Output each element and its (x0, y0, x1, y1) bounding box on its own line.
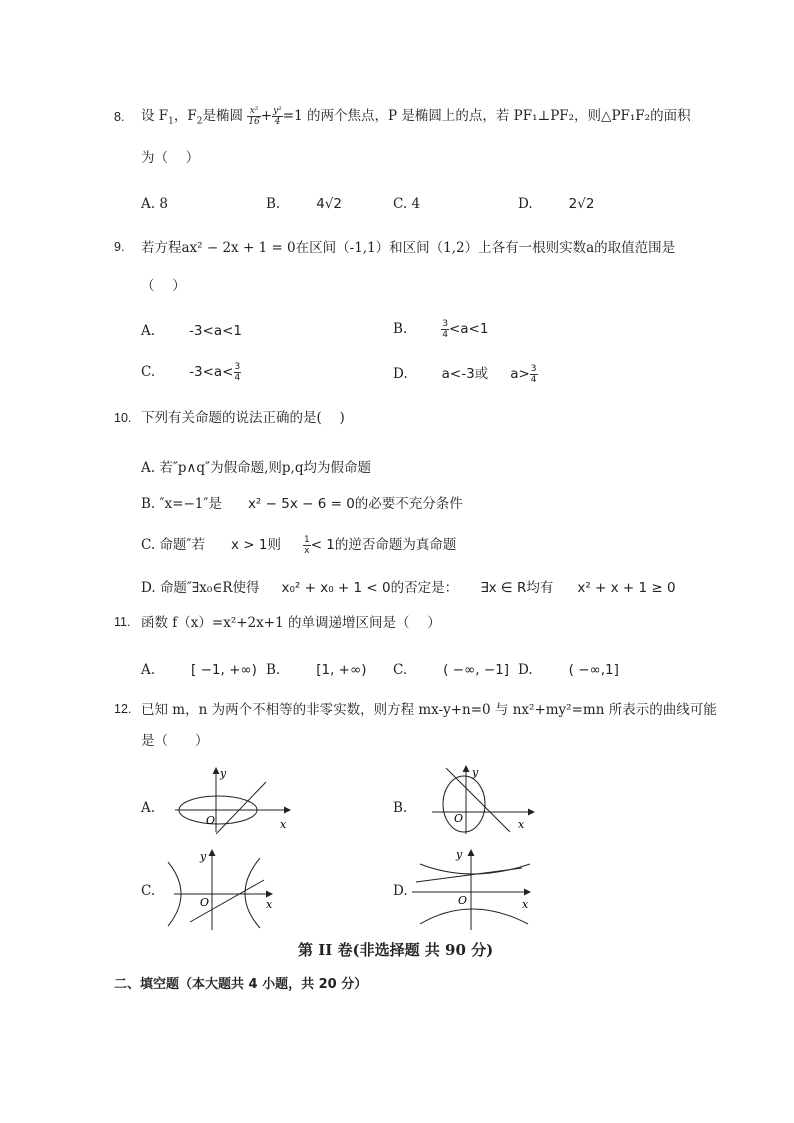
q11-stem: 函数 f（x）=x²+2x+1 的单调递增区间是（ ） (141, 615, 441, 631)
y-label: y (456, 848, 463, 861)
q12-figure-c (160, 846, 282, 932)
q9-stem-line2: （ ） (141, 278, 186, 294)
x-label: x (518, 818, 525, 831)
q12-fig-b-label: B. (393, 800, 408, 816)
q8-option-a: A. 8 (141, 196, 168, 212)
q8-stem-line2: 为（ ） (141, 150, 200, 166)
section2-title: 二、填空题（本大题共 4 小题，共 20 分） (114, 977, 368, 992)
q12-number: 12. (114, 702, 132, 716)
origin-label: O (206, 814, 216, 827)
q8-fraction-y: $\frac{\text{y²}}{4}$ (273, 106, 282, 127)
q8-option-c: C. 4 (393, 196, 421, 212)
x-label: x (280, 818, 287, 831)
q10-number: 10. (114, 411, 132, 425)
y-label: y (200, 850, 207, 863)
q9-option-d: D. a<-3或 a> $\frac{3}{4}$ (393, 364, 537, 385)
q8-fraction-x: $\frac{\text{x²}}{16}$ (248, 106, 260, 127)
q8-option-d: D. 2√2 (518, 196, 595, 212)
origin-label: O (454, 812, 464, 825)
q11-number: 11. (114, 615, 131, 629)
q12-fig-a-label: A. (141, 800, 156, 816)
q12-fig-d-label: D. (393, 883, 408, 899)
origin-label: O (458, 894, 468, 907)
part2-title: 第 II 卷(非选择题 共 90 分) (298, 941, 494, 959)
x-label: x (266, 898, 273, 911)
line (216, 782, 266, 834)
q9-option-b: B. $\frac{3}{4}$ <a<1 (393, 319, 489, 340)
q11-option-b: B. [1, +∞) (266, 662, 367, 678)
hyperbola-right-branch (245, 858, 260, 928)
q12-fig-c-label: C. (141, 883, 156, 899)
q8-stem-line1: 设 $F_1$，$F_2$是椭圆 $\frac{\text{x²}}{16}$ + $\frac{\text{y²}}{4}$ =1 的两个焦点，P 是椭圆上的点，若 PF₁⊥PF₂，则△PF₁F₂的面积 (141, 106, 691, 127)
x-label: x (522, 898, 529, 911)
hyperbola-lower-branch (420, 909, 528, 924)
y-label: y (472, 766, 479, 779)
q12-stem-line1: 已知 m，n 为两个不相等的非零实数，则方程 mx-y+n=0 与 nx²+my²=mn 所表示的曲线可能 (141, 702, 717, 718)
q9-option-c: C. -3<a< $\frac{3}{4}$ (141, 362, 241, 383)
q9-number: 9. (114, 240, 125, 254)
q12-stem-line2: 是（ ） (141, 733, 209, 749)
q11-option-c: C. ( −∞, −1] (393, 662, 510, 678)
y-label: y (220, 767, 227, 780)
q10-stem: 下列有关命题的说法正确的是( ) (141, 410, 345, 426)
q10-option-d: D. 命题″∃x₀∈R使得 x₀² + x₀ + 1 < 0的否定是： ∃x ∈ R均有 x² + x + 1 ≥ 0 (141, 580, 676, 596)
q12-figure-b (424, 760, 544, 836)
q9-option-a: A. -3<a<1 (141, 323, 242, 339)
q10-option-a: A. 若″p∧q″为假命题,则p,q均为假命题 (141, 460, 371, 476)
line (416, 868, 522, 882)
q12-figure-d (408, 846, 538, 932)
origin-label: O (200, 896, 210, 909)
q11-option-d: D. ( −∞,1] (518, 662, 619, 678)
q10-option-b: B. ″x=−1″是 x² − 5x − 6 = 0的必要不充分条件 (141, 496, 463, 512)
q8-option-b: B. 4√2 (266, 196, 342, 212)
q8-number: 8. (114, 110, 125, 124)
q12-figure-a (170, 764, 300, 834)
q9-stem-line1: 若方程ax² − 2x + 1 = 0在区间（-1,1）和区间（1,2）上各有一根则实数a的取值范围是 (141, 240, 676, 256)
q10-option-c: C. 命题″若 x > 1则 $\frac{1}{x}$ < 1的逆否命题为真命题 (141, 535, 457, 556)
ellipse-curve (443, 776, 485, 832)
q11-option-a: A. [ −1, +∞) (141, 662, 257, 678)
